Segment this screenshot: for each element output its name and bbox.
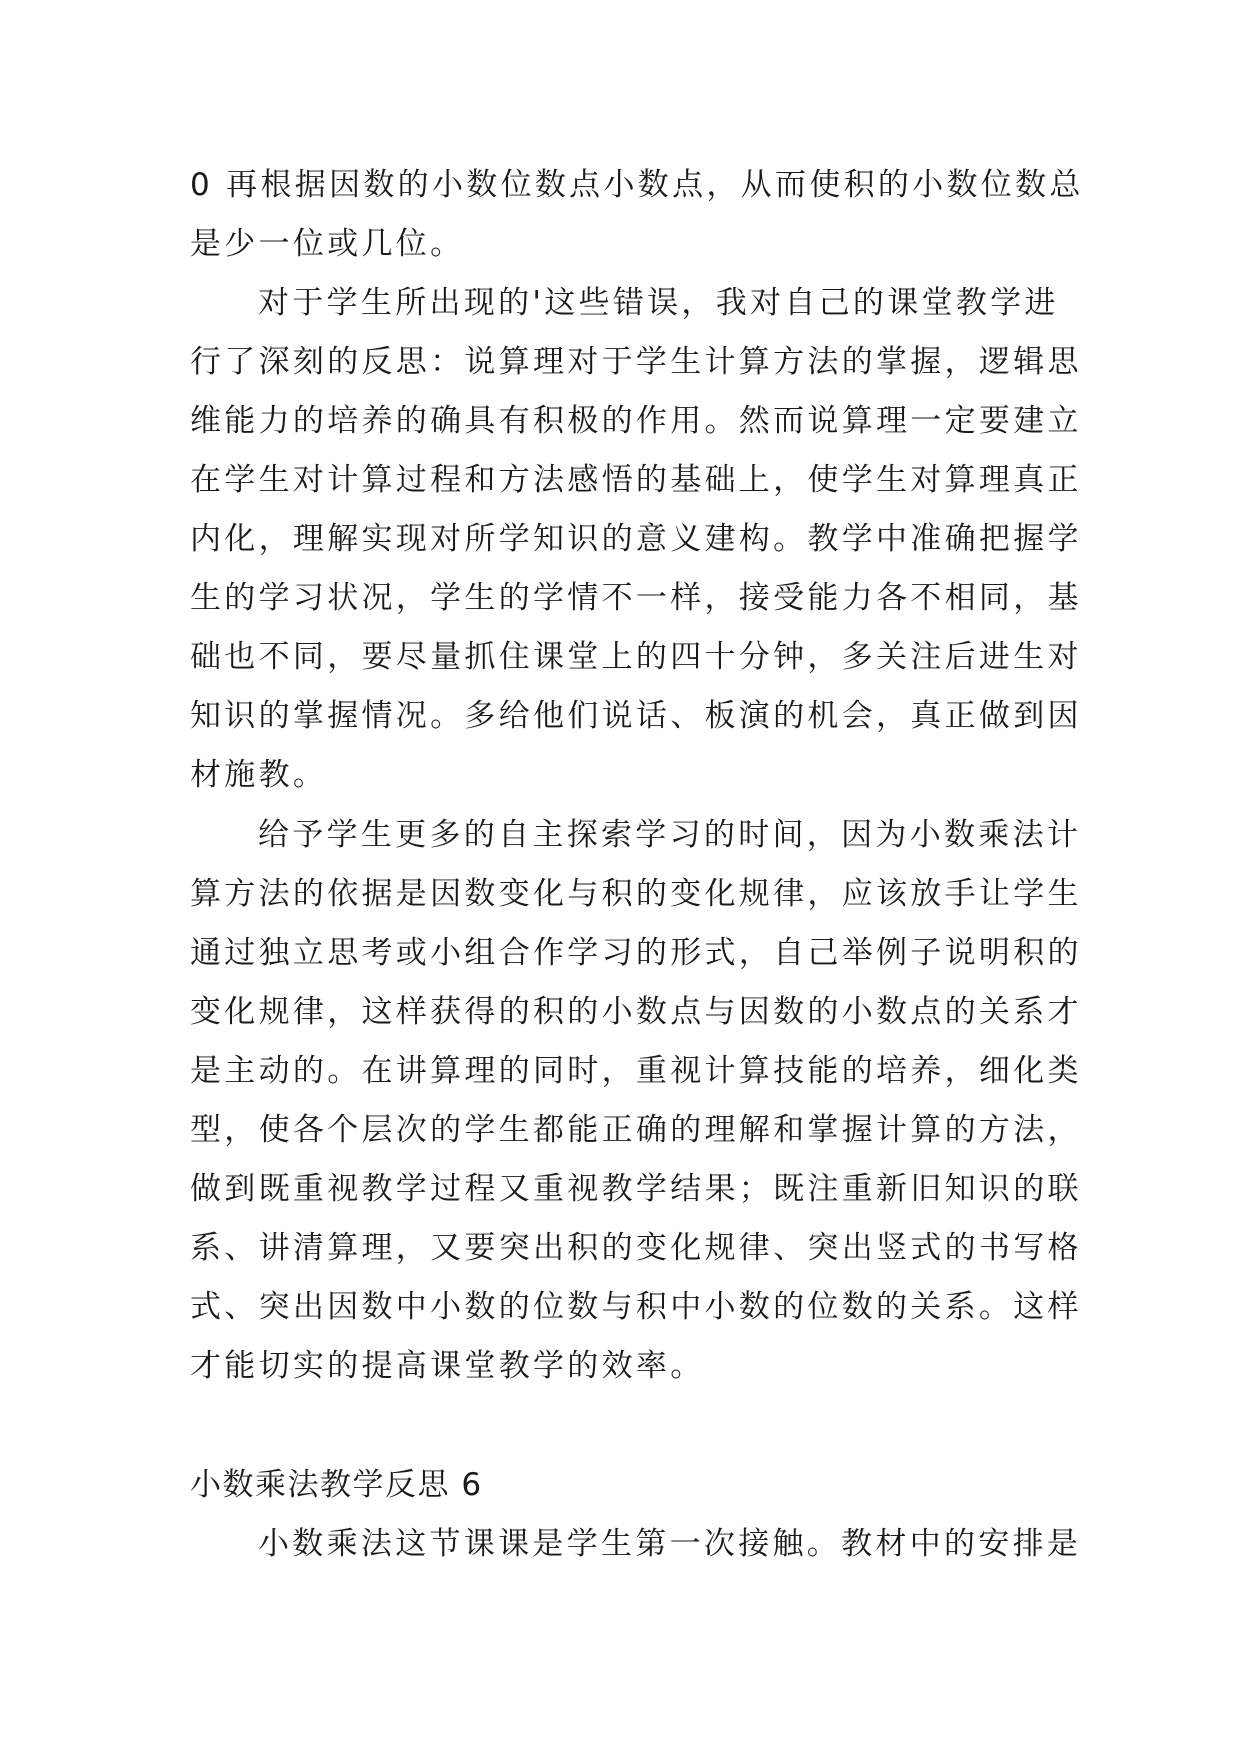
text-line: 在学生对计算过程和方法感悟的基础上，使学生对算理真正: [190, 462, 1082, 498]
text-line: 材施教。: [190, 757, 328, 793]
text-line: 型，使各个层次的学生都能正确的理解和掌握计算的方法，: [190, 1112, 1082, 1148]
text-line: 对于学生所出现的'这些错误，我对自己的课堂教学进: [258, 285, 1059, 321]
text-line: 式、突出因数中小数的位数与积中小数的位数的关系。这样: [190, 1289, 1082, 1325]
text-line: 给予学生更多的自主探索学习的时间，因为小数乘法计: [258, 817, 1082, 853]
section-heading: 小数乘法教学反思 6: [190, 1467, 483, 1503]
text-line: 行了深刻的反思：说算理对于学生计算方法的掌握，逻辑思: [190, 344, 1082, 380]
text-line: 是少一位或几位。: [190, 226, 465, 262]
text-line: 系、讲清算理，又要突出积的变化规律、突出竖式的书写格: [190, 1230, 1082, 1266]
text-line: 才能切实的提高课堂教学的效率。: [190, 1348, 705, 1384]
text-line: 变化规律，这样获得的积的小数点与因数的小数点的关系才: [190, 994, 1082, 1030]
text-line: 础也不同，要尽量抓住课堂上的四十分钟，多关注后进生对: [190, 639, 1082, 675]
text-line: 生的学习状况，学生的学情不一样，接受能力各不相同，基: [190, 580, 1082, 616]
text-line: 知识的掌握情况。多给他们说话、板演的机会，真正做到因: [190, 698, 1082, 734]
text-line: 是主动的。在讲算理的同时，重视计算技能的培养，细化类: [190, 1053, 1082, 1089]
text-line: 做到既重视教学过程又重视教学结果；既注重新旧知识的联: [190, 1171, 1082, 1207]
text-line: 算方法的依据是因数变化与积的变化规律，应该放手让学生: [190, 876, 1082, 912]
text-line: 内化，理解实现对所学知识的意义建构。教学中准确把握学: [190, 521, 1082, 557]
text-line: 0 再根据因数的小数位数点小数点，从而使积的小数位数总: [190, 167, 1084, 203]
text-line: 通过独立思考或小组合作学习的形式，自己举例子说明积的: [190, 935, 1082, 971]
text-line: 维能力的培养的确具有积极的作用。然而说算理一定要建立: [190, 403, 1082, 439]
text-line: 小数乘法这节课课是学生第一次接触。教材中的安排是: [258, 1526, 1082, 1562]
